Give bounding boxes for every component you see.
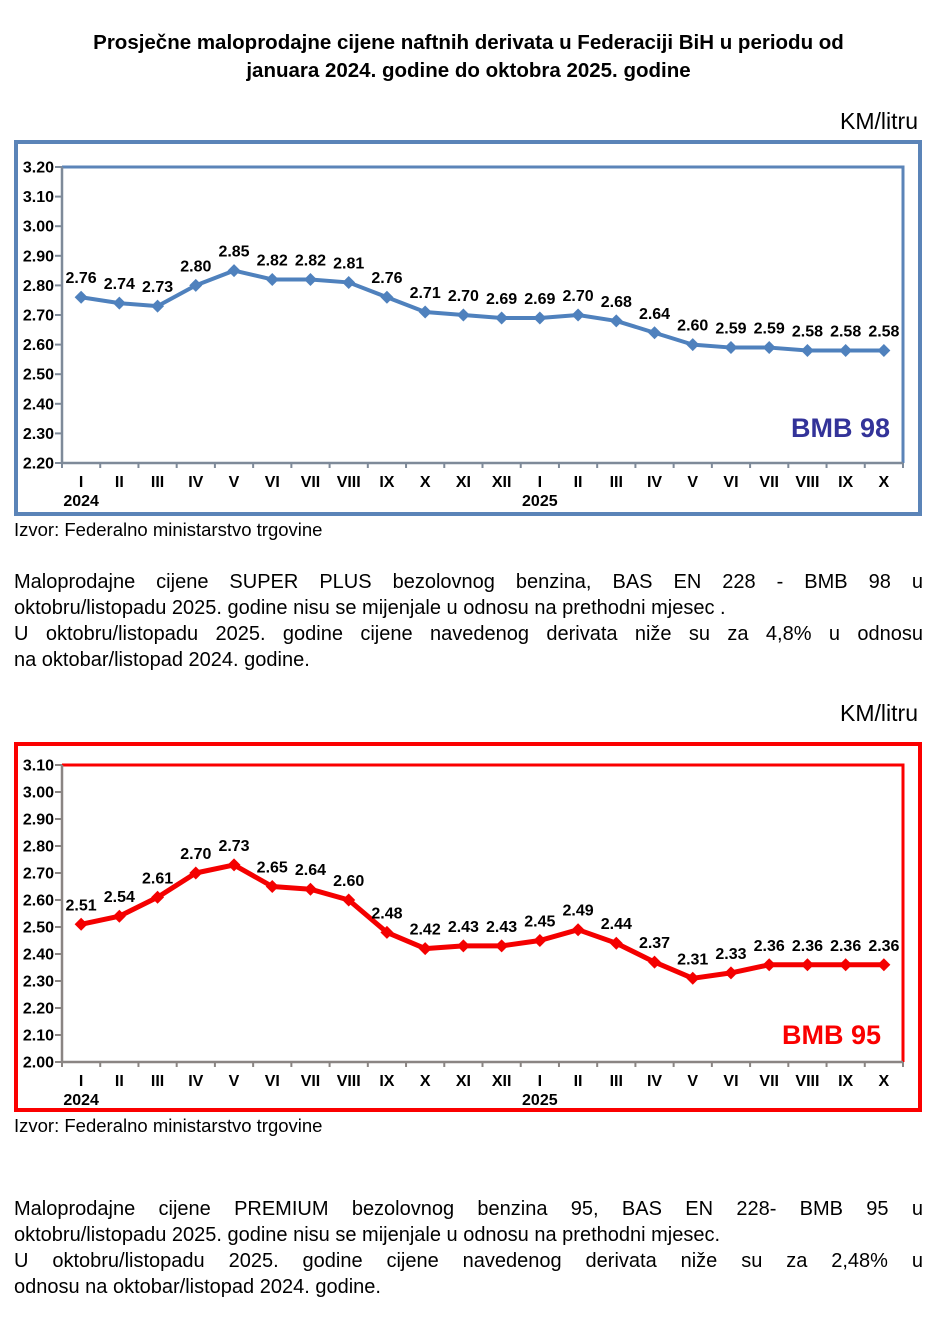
data-point-marker <box>801 344 814 357</box>
data-point-label: 2.54 <box>103 889 135 907</box>
data-point-label: 2.43 <box>447 918 479 936</box>
data-point-label: 2.36 <box>830 937 862 955</box>
unit-label-bmb95: KM/litru <box>840 700 918 726</box>
data-point-marker <box>342 276 355 289</box>
data-point-label: 2.60 <box>677 317 709 335</box>
y-tick-label: 2.70 <box>22 307 54 325</box>
x-tick-label: IX <box>379 474 395 491</box>
data-point-label: 2.82 <box>294 252 327 270</box>
data-point-label: 2.36 <box>753 937 785 955</box>
y-tick-label: 2.60 <box>22 892 54 910</box>
plot-border <box>62 765 903 1062</box>
data-point-label: 2.71 <box>409 285 441 303</box>
data-point-marker <box>75 918 88 931</box>
data-point-marker <box>495 311 508 324</box>
data-point-label: 2.37 <box>638 935 671 953</box>
data-point-label: 2.60 <box>333 873 365 890</box>
data-point-label: 2.51 <box>65 897 97 915</box>
page-title-line-2: januara 2024. godine do oktobra 2025. godine <box>246 58 691 82</box>
data-point-marker <box>304 883 317 896</box>
commentary-line: Maloprodajne cijene SUPER PLUS bezolovnog benzina, BAS EN 228 - BMB 98 u <box>14 571 923 593</box>
year-label: 2025 <box>522 493 558 510</box>
x-tick-label: VIII <box>795 1073 820 1090</box>
data-point-label: 2.36 <box>791 937 824 955</box>
data-point-label: 2.73 <box>141 279 174 297</box>
x-tick-label: II <box>114 474 124 491</box>
x-tick-label: II <box>573 1073 583 1090</box>
data-point-marker <box>457 309 470 322</box>
x-tick-label: VII <box>300 1073 321 1090</box>
data-point-marker <box>839 958 852 971</box>
page-title <box>0 29 937 85</box>
data-point-marker <box>763 958 776 971</box>
data-point-marker <box>228 264 241 277</box>
data-point-label: 2.36 <box>868 937 900 955</box>
x-tick-label: IV <box>188 474 204 491</box>
y-tick-label: 2.90 <box>22 811 54 829</box>
y-tick-label: 2.60 <box>22 337 54 355</box>
x-tick-label: VI <box>723 1073 739 1090</box>
data-point-marker <box>304 273 317 286</box>
source-note-bmb95: Izvor: Federalno ministarstvo trgovine <box>14 1115 323 1136</box>
page-title-line-1: Prosječne maloprodajne cijene naftnih derivata u Federaciji BiH u periodu od <box>93 30 844 54</box>
x-tick-label: III <box>609 474 623 491</box>
x-tick-label: XII <box>491 1073 512 1090</box>
x-tick-label: VII <box>759 474 779 491</box>
data-point-label: 2.76 <box>65 270 97 288</box>
data-point-label: 2.48 <box>371 905 403 923</box>
bmb95-commentary <box>14 1196 923 1300</box>
data-point-label: 2.70 <box>562 288 594 305</box>
data-point-label: 2.45 <box>524 913 556 931</box>
data-point-label: 2.59 <box>753 320 785 338</box>
x-tick-label: XI <box>455 1073 471 1090</box>
x-tick-label: V <box>228 1073 240 1090</box>
bmb95-chart-frame <box>14 742 922 1112</box>
x-tick-label: VII <box>300 474 321 491</box>
commentary-line: U oktobru/listopadu 2025. godine cijene navedenog derivata niže su za 2,48% u <box>14 1250 923 1272</box>
x-tick-label: IX <box>379 1073 395 1090</box>
x-tick-label: IV <box>188 1073 204 1090</box>
series-label: BMB 98 <box>790 413 890 443</box>
y-tick-label: 2.50 <box>22 919 54 937</box>
x-tick-label: I <box>78 474 84 491</box>
year-label: 2024 <box>63 1092 99 1108</box>
data-point-marker <box>877 958 890 971</box>
data-point-marker <box>610 314 623 327</box>
y-tick-label: 3.00 <box>22 218 54 236</box>
commentary-line: oktobru/listopadu 2025. godine nisu se mijenjale u odnosu na prethodni mjesec. <box>14 1224 721 1246</box>
x-tick-label: VIII <box>795 474 820 491</box>
data-point-marker <box>495 939 508 952</box>
y-tick-label: 2.00 <box>22 1054 54 1072</box>
data-point-marker <box>686 338 699 351</box>
data-point-label: 2.81 <box>333 255 365 273</box>
commentary-line: Maloprodajne cijene PREMIUM bezolovnog benzina 95, BAS EN 228- BMB 95 u <box>14 1198 923 1220</box>
data-point-label: 2.44 <box>600 916 632 934</box>
data-point-marker <box>877 344 890 357</box>
x-tick-label: X <box>419 1073 431 1090</box>
y-tick-label: 3.10 <box>22 757 54 775</box>
x-tick-label: III <box>150 1073 165 1090</box>
bmb98-commentary <box>14 569 923 673</box>
x-tick-label: VI <box>723 474 739 491</box>
x-tick-label: III <box>609 1073 623 1090</box>
y-tick-label: 2.20 <box>22 1000 54 1018</box>
x-tick-label: XII <box>491 474 512 491</box>
data-point-label: 2.42 <box>409 921 441 939</box>
x-tick-label: V <box>687 1073 699 1090</box>
price-line <box>81 271 884 351</box>
unit-label-bmb98: KM/litru <box>840 108 918 134</box>
y-tick-label: 3.00 <box>22 784 54 802</box>
data-point-marker <box>75 291 88 304</box>
year-label: 2025 <box>522 1092 558 1108</box>
series-label: BMB 95 <box>781 1020 881 1050</box>
data-point-marker <box>763 341 776 354</box>
data-point-marker <box>533 311 546 324</box>
x-tick-label: VIII <box>336 474 361 491</box>
y-tick-label: 2.50 <box>22 366 54 384</box>
x-tick-label: X <box>419 474 431 491</box>
x-tick-label: VII <box>759 1073 779 1090</box>
data-point-label: 2.58 <box>830 323 862 341</box>
x-tick-label: X <box>878 1073 890 1090</box>
x-tick-label: VI <box>264 474 280 491</box>
x-tick-label: III <box>150 474 165 491</box>
x-tick-label: V <box>687 474 699 491</box>
commentary-line: oktobru/listopadu 2025. godine nisu se mijenjale u odnosu na prethodni mjesec . <box>14 597 726 619</box>
commentary-line: na oktobar/listopad 2024. godine. <box>14 649 310 671</box>
y-tick-label: 2.70 <box>22 865 54 883</box>
y-tick-label: 2.80 <box>22 277 54 295</box>
x-tick-label: IV <box>646 474 663 491</box>
commentary-line: odnosu na oktobar/listopad 2024. godine. <box>14 1276 381 1298</box>
data-point-marker <box>419 306 432 319</box>
data-point-label: 2.70 <box>447 288 479 305</box>
data-point-marker <box>839 344 852 357</box>
x-tick-label: X <box>878 474 890 491</box>
x-tick-label: IX <box>838 474 854 491</box>
y-tick-label: 2.40 <box>22 396 54 414</box>
data-point-label: 2.33 <box>715 945 747 963</box>
data-point-label: 2.76 <box>371 270 403 288</box>
x-tick-label: XI <box>455 474 471 491</box>
data-point-label: 2.69 <box>524 290 556 308</box>
x-tick-label: I <box>537 474 543 491</box>
data-point-marker <box>457 939 470 952</box>
data-point-label: 2.64 <box>294 862 327 880</box>
data-point-label: 2.61 <box>141 870 174 888</box>
data-point-marker <box>380 291 393 304</box>
y-tick-label: 3.20 <box>22 159 54 177</box>
x-tick-label: IV <box>646 1073 663 1090</box>
data-point-label: 2.65 <box>256 859 288 877</box>
data-point-label: 2.80 <box>180 258 212 276</box>
data-point-marker <box>572 923 585 936</box>
data-point-label: 2.58 <box>791 323 824 341</box>
data-point-label: 2.73 <box>218 837 250 855</box>
x-tick-label: II <box>573 474 583 491</box>
price-line <box>81 865 884 978</box>
data-point-label: 2.74 <box>103 276 135 294</box>
bmb98-line-chart <box>18 144 918 512</box>
data-point-label: 2.82 <box>256 252 288 270</box>
y-tick-label: 2.80 <box>22 838 54 856</box>
y-tick-label: 2.40 <box>22 946 54 964</box>
x-tick-label: VIII <box>336 1073 361 1090</box>
source-note-bmb98: Izvor: Federalno ministarstvo trgovine <box>14 519 323 540</box>
x-tick-label: I <box>78 1073 84 1090</box>
data-point-label: 2.58 <box>868 323 900 341</box>
data-point-label: 2.49 <box>562 902 594 920</box>
data-point-marker <box>724 341 737 354</box>
bmb98-chart-frame <box>14 140 922 516</box>
data-point-label: 2.68 <box>600 293 632 311</box>
data-point-marker <box>533 934 546 947</box>
data-point-label: 2.85 <box>218 243 250 261</box>
data-point-label: 2.64 <box>638 305 671 323</box>
data-point-marker <box>648 326 661 339</box>
data-point-marker <box>113 297 126 310</box>
x-tick-label: I <box>537 1073 543 1090</box>
x-tick-label: V <box>228 474 240 491</box>
commentary-line: U oktobru/listopadu 2025. godine cijene navedenog derivata niže su za 4,8% u odnosu <box>14 623 923 645</box>
y-tick-label: 2.10 <box>22 1027 54 1045</box>
data-point-label: 2.31 <box>677 951 709 969</box>
data-point-label: 2.43 <box>486 918 518 936</box>
data-point-label: 2.69 <box>486 290 518 308</box>
data-point-marker <box>266 273 279 286</box>
data-point-marker <box>724 966 737 979</box>
x-tick-label: VI <box>264 1073 280 1090</box>
x-tick-label: II <box>114 1073 124 1090</box>
y-tick-label: 2.90 <box>22 248 54 266</box>
data-point-marker <box>801 958 814 971</box>
y-tick-label: 2.30 <box>22 425 54 443</box>
x-tick-label: IX <box>838 1073 854 1090</box>
bmb95-line-chart <box>18 746 918 1108</box>
y-tick-label: 2.20 <box>22 455 54 473</box>
data-point-label: 2.59 <box>715 320 747 338</box>
data-point-marker <box>572 309 585 322</box>
y-tick-label: 3.10 <box>22 189 54 207</box>
year-label: 2024 <box>63 493 99 510</box>
data-point-label: 2.70 <box>180 846 212 863</box>
y-tick-label: 2.30 <box>22 973 54 991</box>
